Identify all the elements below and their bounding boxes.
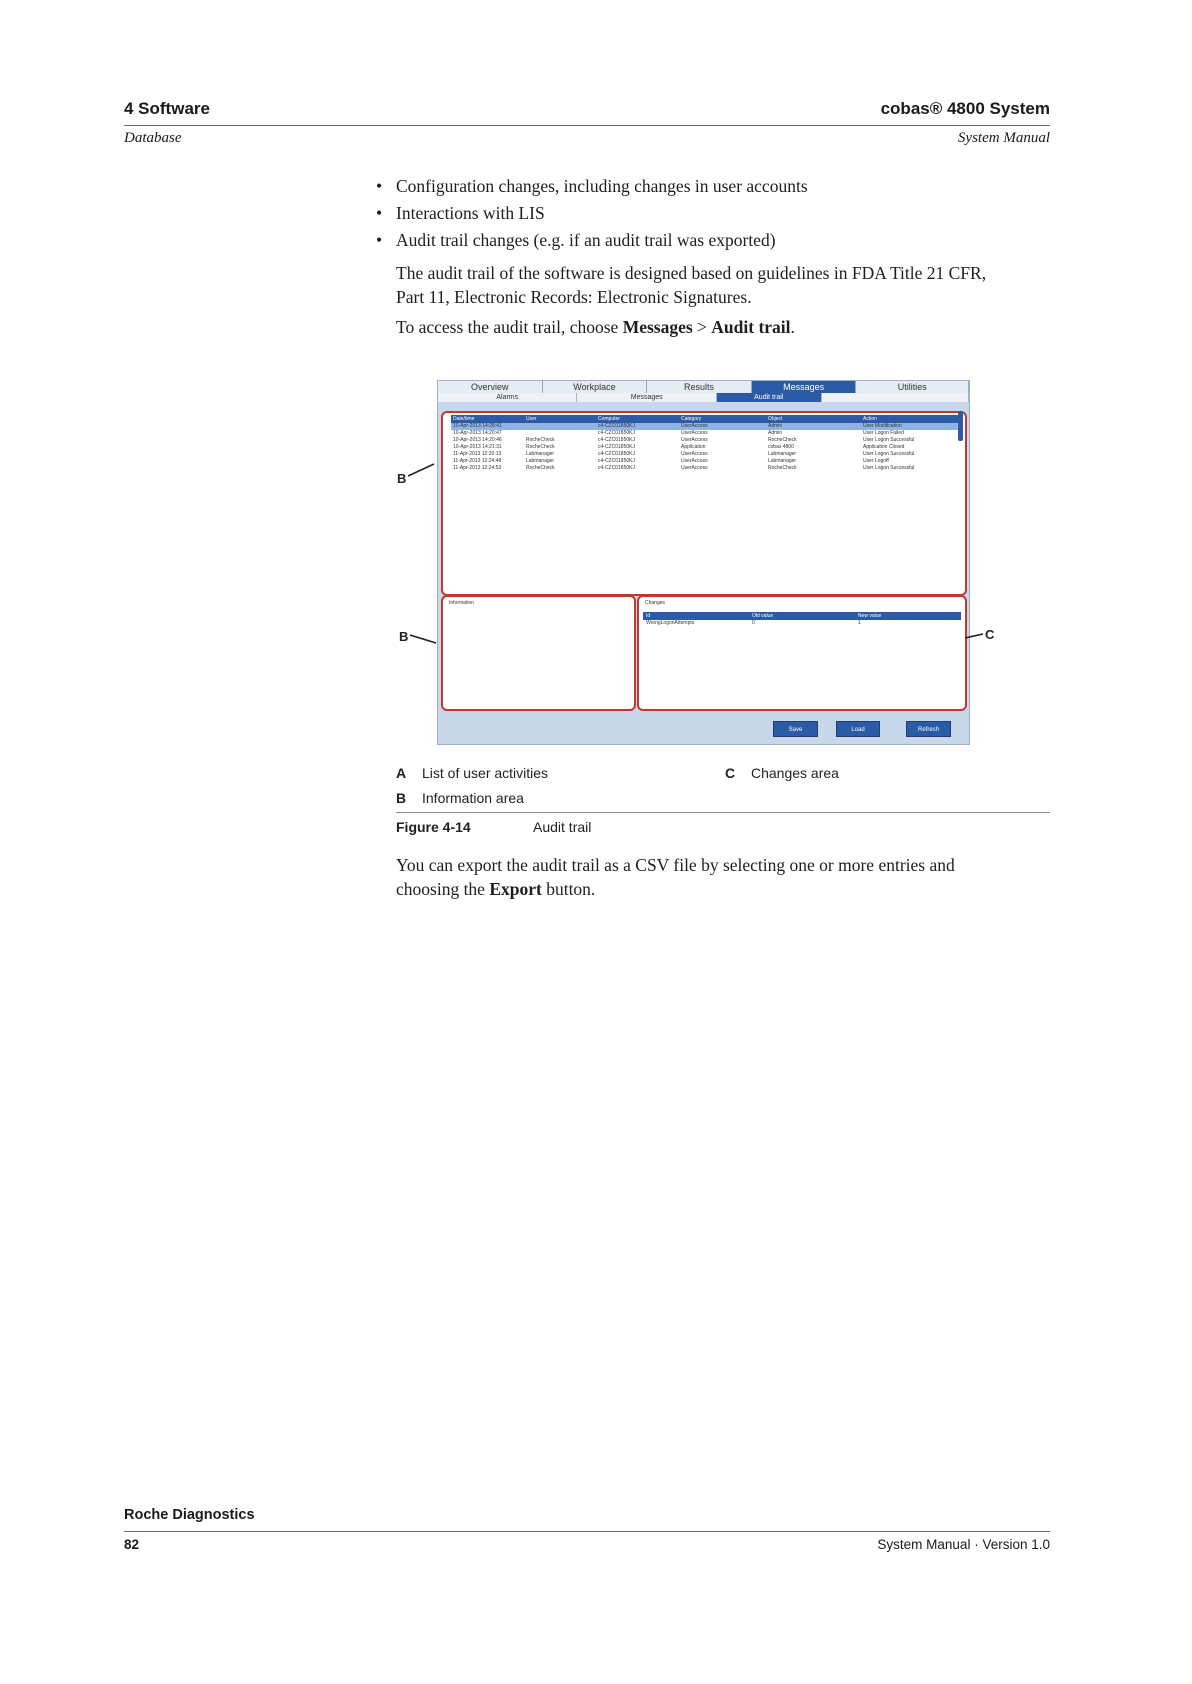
subtab-alarms[interactable]: Alarms — [438, 393, 577, 402]
header-divider — [124, 125, 1050, 126]
footer-company: Roche Diagnostics — [124, 1507, 255, 1523]
footer-version: System Manual · Version 1.0 — [877, 1537, 1050, 1552]
page-number: 82 — [124, 1537, 140, 1552]
chapter-title: 4 Software — [124, 99, 210, 118]
table-row[interactable]: 11-Apr-2013 12:20:13 Labmanager c4-CZC01850KJ UserAccess Labmanager User Logon Successful — [453, 451, 915, 457]
legend-item-a — [396, 765, 548, 781]
subtab-empty — [822, 393, 969, 402]
tab-utilities[interactable]: Utilities — [856, 381, 969, 393]
bullet-text: Audit trail changes (e.g. if an audit trail was exported) — [396, 230, 776, 250]
callout-b-bottom-line — [410, 633, 438, 647]
col-category[interactable]: Category — [681, 416, 702, 422]
export-line-1: You can export the audit trail as a CSV file by selecting one or more entries and — [396, 855, 955, 875]
export-line-2: choosing the Export button. — [396, 879, 596, 899]
figure-title: Audit trail — [533, 819, 592, 835]
table-row[interactable]: 11-Apr-2013 12:24:48 Labmanager c4-CZC01850KJ UserAccess Labmanager User Logoff — [453, 458, 889, 464]
changes-row[interactable]: WrongLogonAttempts 0 1 — [646, 620, 861, 626]
col-user[interactable]: User — [526, 416, 537, 422]
list-body — [451, 423, 961, 472]
table-row[interactable]: 10-Apr-2013 14:28:41 c4-CZC01850KJ UserAccess Admin User Modification — [451, 423, 961, 430]
changes-title: Changes — [645, 600, 666, 606]
legend-item-b — [396, 790, 524, 806]
section-title: Database — [124, 130, 182, 146]
callout-b-bottom: B — [399, 629, 409, 644]
tab-messages[interactable]: Messages — [752, 381, 857, 393]
export-paragraph — [396, 853, 1056, 901]
export-button-ref: Export — [489, 879, 542, 899]
col-new-value[interactable]: New value — [858, 613, 882, 619]
table-row[interactable]: 10-Apr-2013 14:21:31 RocheCheck c4-CZC01850KJ Application cobas 4800 Application Closed — [453, 444, 905, 450]
changes-header — [643, 612, 961, 620]
list-header — [451, 415, 961, 423]
tab-overview[interactable]: Overview — [438, 381, 543, 393]
bullet-text: Configuration changes, including changes in user accounts — [396, 176, 808, 196]
access-menu-audit-trail: Audit trail — [711, 317, 791, 337]
access-separator: > — [692, 317, 712, 337]
footer-divider — [124, 1531, 1050, 1532]
refresh-button[interactable]: Refresh — [906, 721, 951, 737]
col-old-value[interactable]: Old value — [752, 613, 774, 619]
legend-key: A — [396, 765, 407, 781]
tab-results[interactable]: Results — [647, 381, 752, 393]
bullet-item — [376, 174, 808, 198]
access-paragraph — [396, 315, 1056, 339]
list-scrollbar[interactable] — [958, 411, 963, 441]
table-row[interactable]: 11-Apr-2013 12:24:53 RocheCheck c4-CZC01850KJ UserAccess RocheCheck User Logon Successful — [453, 465, 915, 471]
subtab-messages[interactable]: Messages — [577, 393, 716, 402]
legend-key: B — [396, 790, 407, 806]
bullet-item — [376, 201, 545, 225]
table-row[interactable]: 10-Apr-2013 14:20:46 RocheCheck c4-CZC01850KJ UserAccess RocheCheck User Logon Successful — [453, 437, 915, 443]
manual-title: System Manual — [957, 130, 1050, 146]
col-id[interactable]: Id — [646, 613, 651, 619]
bullet-dot: • — [376, 230, 383, 250]
callout-c-line — [965, 628, 985, 642]
legend-text: List of user activities — [422, 765, 549, 781]
bullet-item — [376, 228, 776, 252]
product-title: cobas® 4800 System — [880, 99, 1050, 118]
main-tab-bar — [438, 381, 969, 393]
table-row[interactable]: 10-Apr-2013 14:20:47 c4-CZC01850KJ UserAccess Admin User Logon Failed — [453, 430, 904, 436]
changes-area — [637, 595, 967, 711]
access-prefix: To access the audit trail, choose — [396, 317, 623, 337]
information-area — [441, 595, 636, 711]
callout-b-top-line — [408, 462, 436, 478]
callout-c: C — [985, 627, 995, 642]
legend-key: C — [725, 765, 736, 781]
access-suffix: . — [790, 317, 795, 337]
col-datetime[interactable]: Date/time — [453, 416, 475, 422]
legend-text: Changes area — [751, 765, 839, 781]
fda-line-1: The audit trail of the software is designed based on guidelines in FDA Title 21 CFR, — [396, 263, 987, 283]
col-object[interactable]: Object — [768, 416, 783, 422]
audit-trail-screenshot — [437, 380, 970, 745]
tab-workplace[interactable]: Workplace — [543, 381, 648, 393]
load-button[interactable]: Load — [836, 721, 880, 737]
access-menu-messages: Messages — [622, 317, 693, 337]
fda-paragraph — [396, 261, 1056, 309]
user-activity-list — [441, 411, 967, 596]
col-action[interactable]: Action — [863, 416, 877, 422]
legend-divider — [396, 812, 1050, 813]
sub-tab-bar — [438, 393, 969, 402]
bullet-dot: • — [376, 203, 383, 223]
figure-caption — [396, 819, 591, 835]
fda-line-2: Part 11, Electronic Records: Electronic Signatures. — [396, 287, 752, 307]
information-title: Information — [449, 600, 475, 606]
figure-number: Figure 4-14 — [396, 819, 471, 835]
legend-item-c — [725, 765, 839, 781]
callout-b-top: B — [397, 471, 407, 486]
bullet-text: Interactions with LIS — [396, 203, 545, 223]
legend-text: Information area — [422, 790, 524, 806]
bullet-dot: • — [376, 176, 383, 196]
subtab-audit-trail[interactable]: Audit trail — [717, 393, 822, 402]
col-computer[interactable]: Computer — [598, 416, 620, 422]
save-button[interactable]: Save — [773, 721, 818, 737]
